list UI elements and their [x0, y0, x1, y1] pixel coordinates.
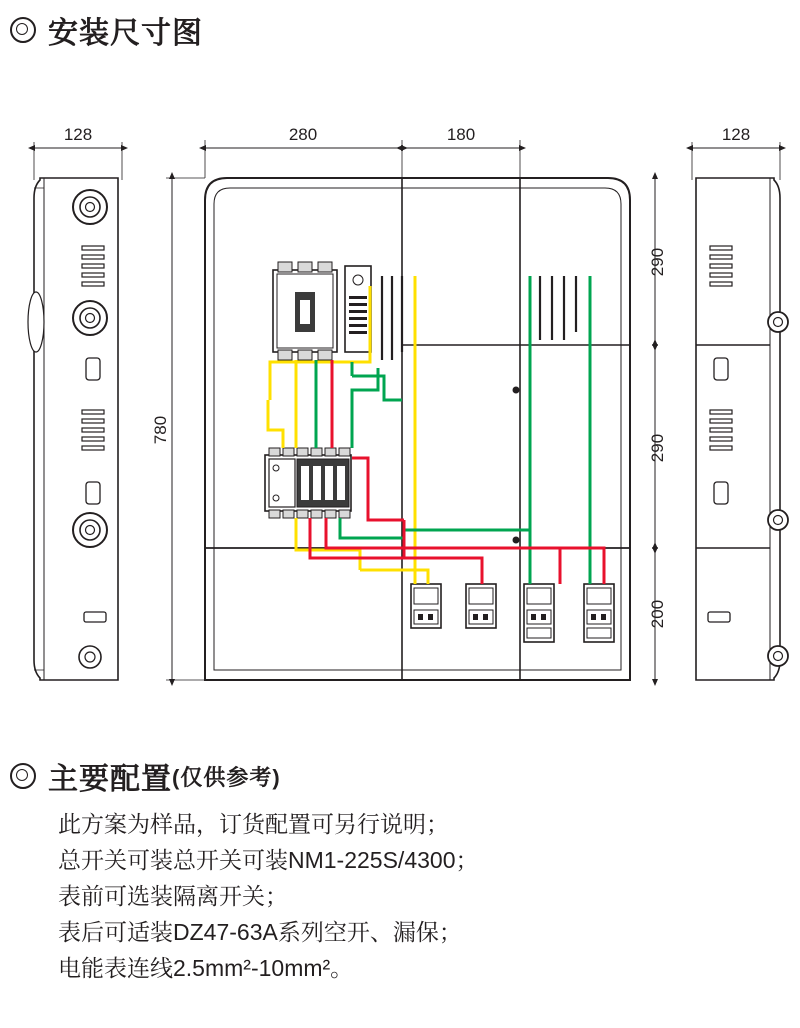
- dim-front-780: 780: [151, 415, 170, 445]
- contactor-terminal-block: [265, 448, 351, 518]
- note-line-4: 表后可适装DZ47-63A系列空开、漏保；: [58, 919, 462, 945]
- main-circuit-breaker: [273, 262, 337, 360]
- right-side-view: [692, 125, 788, 680]
- configuration-notes: [58, 806, 479, 986]
- note-line-3: 表前可选装隔离开关；: [58, 883, 288, 909]
- note-line-1: 此方案为样品，订货配置可另行说明；: [58, 811, 449, 837]
- dim-row3-200: 200: [648, 599, 667, 629]
- bullet-icon: [10, 17, 36, 43]
- left-side-view: [28, 125, 122, 680]
- dim-row2-290: 290: [648, 433, 667, 463]
- dim-front-280: 280: [288, 125, 318, 144]
- auxiliary-module: [345, 266, 371, 352]
- configuration-heading-text: 主要配置: [48, 763, 172, 796]
- dim-right-128: 128: [721, 125, 751, 144]
- section-title-installation: [10, 8, 203, 52]
- section-title-configuration: [10, 754, 281, 798]
- note-line-2: 总开关可装总开关可装NM1-225S/4300；: [58, 847, 479, 873]
- dim-row1-290: 290: [648, 247, 667, 277]
- dim-front-180: 180: [446, 125, 476, 144]
- configuration-subtitle: (仅供参考): [172, 764, 281, 790]
- bullet-icon: [10, 763, 36, 789]
- installation-heading-text: 安装尺寸图: [48, 17, 203, 50]
- installation-dimension-diagram: [0, 100, 800, 740]
- dim-left-128: 128: [63, 125, 93, 144]
- front-view: [151, 125, 667, 680]
- note-line-5: 电能表连线2.5mm²-10mm²。: [58, 955, 354, 981]
